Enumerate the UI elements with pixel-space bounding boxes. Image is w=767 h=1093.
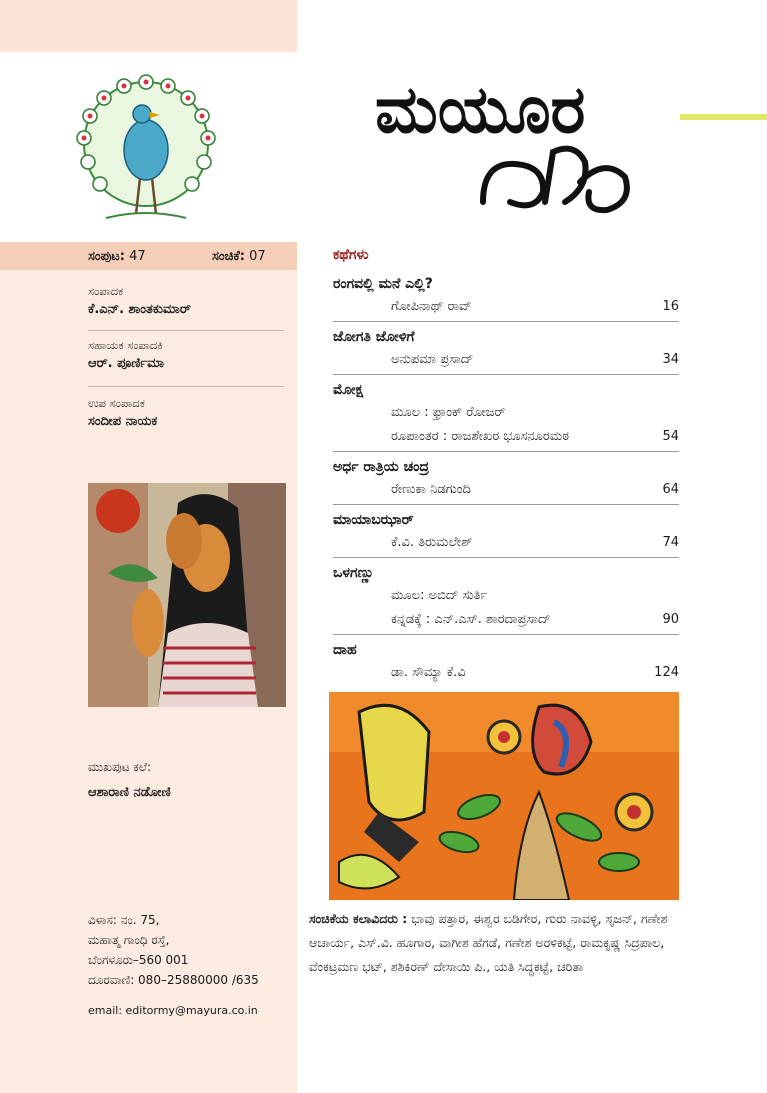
sub-editor-block: ಉಪ ಸಂಪಾದಕ ಸಂದೀಪ ನಾಯಕ: [88, 396, 158, 429]
cover-artwork-image: [88, 483, 286, 707]
toc-entry[interactable]: ಒಳಗಣ್ಣು ಮೂಲ: ಅಬಿದ್ ಸುರ್ತಿ ಕನ್ನಡಕ್ಕೆ : ಎನ್.ಎಸ್. ಶಾರದಾಪ್ರಸಾದ್ 90: [333, 562, 679, 635]
cover-credit: ಮುಖಪುಟ ಕಲೆ: ಆಶಾರಾಣಿ ನಡೋಣಿ: [88, 760, 171, 800]
assistant-editor-block: ಸಹಾಯಕ ಸಂಪಾದಕಿ ಆರ್. ಪೂರ್ಣಿಮಾ: [88, 338, 165, 371]
divider: [88, 386, 284, 387]
email-address[interactable]: email: editormy@mayura.co.in: [88, 1004, 258, 1017]
table-of-contents: [333, 247, 679, 691]
toc-entry[interactable]: ಜೋಗತಿ ಜೋಳಿಗೆ ಅನುಪಮಾ ಪ್ರಸಾದ್ 34: [333, 326, 679, 375]
issue-info-bar: [0, 242, 297, 270]
address-block: ವಿಳಾಸ: ನಂ. 75, ಮಹಾತ್ಮ ಗಾಂಧಿ ರಸ್ತೆ, ಬೆಂಗಳೂರು–560 001 ದೂರವಾಣಿ: 080–25880000 /635: [88, 913, 259, 987]
toc-entry[interactable]: ಮಾಯಾಬಝಾರ್ ಕೆ.ವಿ. ತಿರುಮಲೇಶ್ 74: [333, 509, 679, 558]
sidebar: [0, 0, 297, 1093]
issue-number-info: ಸಂಚಿಕೆ: 07: [212, 248, 266, 264]
toc-entry[interactable]: ಮೋಕ್ಷ ಮೂಲ : ಫ್ರಾಂಕ್ ರೋಜರ್ ರೂಪಾಂತರ : ರಾಜಶೇಖರ ಭೂಸನೂರಮಠ 54: [333, 379, 679, 452]
masthead-title: ಮಯೂರ: [375, 71, 586, 148]
accent-line: [680, 114, 767, 120]
divider: [88, 330, 284, 331]
volume-info: ಸಂಪುಟ: 47: [88, 248, 146, 264]
toc-entry[interactable]: ರಂಗವಲ್ಲಿ ಮನೆ ಎಲ್ಲಿ? ಗೋಪಿನಾಥ್ ರಾವ್ 16: [333, 273, 679, 322]
inner-artwork-image: [329, 692, 679, 900]
toc-heading: ಕಥೆಗಳು: [333, 247, 369, 263]
toc-entry[interactable]: ದಾಹ ಡಾ. ಸೌಮ್ಯಾ ಕೆ.ವಿ 124: [333, 642, 679, 680]
masthead-logo: [375, 62, 645, 222]
editor-block: ಸಂಪಾದಕ ಕೆ.ಎನ್. ಶಾಂತಕುಮಾರ್: [88, 284, 191, 317]
sidebar-top-band: [0, 0, 297, 52]
toc-entry[interactable]: ಅರ್ಧ ರಾತ್ರಿಯ ಚಂದ್ರ ರೇಣುಕಾ ನಿಡಗುಂದಿ 64: [333, 456, 679, 505]
peacock-logo-icon: [0, 52, 297, 242]
peacock-logo-area: [0, 52, 297, 242]
issue-artists: ಸಂಚಿಕೆಯ ಕಲಾವಿದರು : ಭಾವು ಪತ್ತಾರ, ಈಶ್ವರ ಬಡಿಗೇರ, ಗುರು ನಾವಳ್ಳಿ, ಸೃಜನ್, ಗಣೇಶ ಆಚಾರ್ಯ, ಎಸ್.ವಿ. ಹೂಗಾರ, ವಾಗೀಶ ಹೆಗಡೆ, ಗಣೇಶ ಅರಳಿಕಟ್ಟೆ, ರಾಮಕೃಷ್ಣ ಸಿದ್ರಪಾಲ, ವೆಂಕಟ್ರಮಣ ಭಟ್, ಶಶಿಕಿರಣ್ ದೇಸಾಯಿ ಪಿ., ಯತಿ ಸಿದ್ಧಕಟ್ಟೆ, ಚರಿತಾ: [309, 911, 668, 974]
